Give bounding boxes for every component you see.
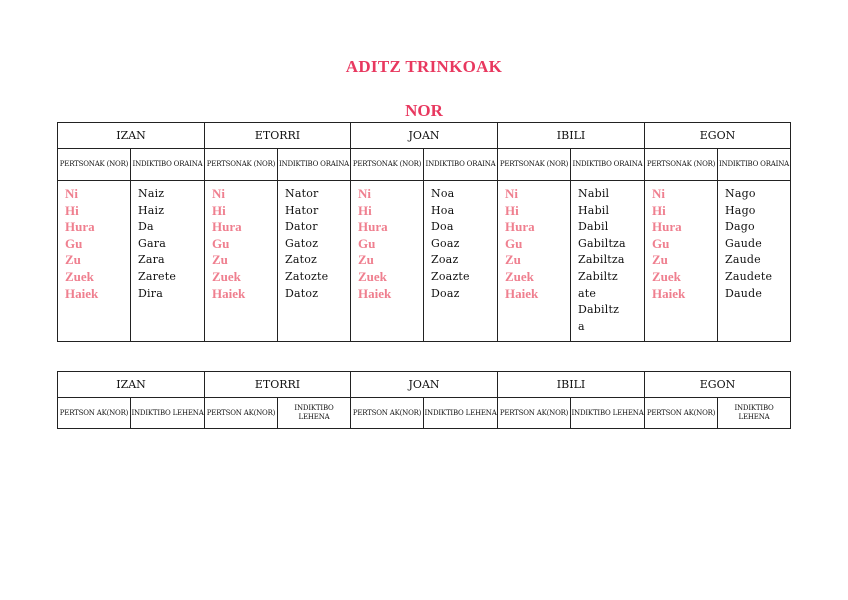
- pronoun-item: Hura: [652, 219, 682, 235]
- pronoun-item: Ni: [358, 186, 372, 201]
- verb-header: IBILI: [498, 372, 645, 398]
- pronoun-cell: [205, 181, 278, 342]
- pronoun-item: Gu: [212, 235, 230, 251]
- verb-header-row: [58, 372, 791, 398]
- verb-form-item: Dabil: [578, 220, 609, 234]
- person-column-header: PERTSONAK (NOR): [645, 149, 718, 181]
- verb-form-item: Zaudete: [725, 269, 773, 283]
- verb-form-item: Da: [138, 220, 154, 234]
- pronoun-item: Ni: [65, 186, 78, 201]
- verb-form-item: Daude: [725, 286, 763, 300]
- person-column-header: PERTSON AK(NOR): [205, 398, 278, 429]
- person-column-header: PERTSON AK(NOR): [351, 398, 424, 429]
- person-column-header: PERTSONAK (NOR): [498, 149, 571, 181]
- verb-form-item: Nabil: [578, 187, 610, 200]
- verb-form-item: Doa: [431, 220, 454, 234]
- pronoun-item: Hura: [358, 219, 388, 235]
- person-column-header: PERTSONAK (NOR): [205, 149, 278, 181]
- pronoun-item: Gu: [65, 235, 83, 251]
- pronoun-item: Hura: [65, 219, 95, 235]
- verb-form-item: Naiz: [138, 187, 165, 200]
- pronoun-cell: [645, 181, 718, 342]
- pronoun-item: Hi: [505, 202, 519, 218]
- pronoun-item: Haiek: [212, 285, 246, 301]
- verb-form-item: Zoazte: [431, 269, 470, 283]
- tense-column-header: INDIKTIBO LEHENA: [278, 398, 351, 429]
- page-title: ADITZ TRINKOAK: [345, 57, 503, 76]
- verb-form-item: Hator: [285, 203, 319, 217]
- verb-header: EGON: [645, 123, 791, 149]
- tense-column-header: INDIKTIBO ORAINA: [424, 149, 498, 181]
- verb-header: EGON: [645, 372, 791, 398]
- verb-header: ETORRI: [205, 372, 351, 398]
- tense-column-header: INDIKTIBO LEHENA: [571, 398, 645, 429]
- person-column-header: PERTSON AK(NOR): [645, 398, 718, 429]
- person-column-header: PERTSONAK (NOR): [351, 149, 424, 181]
- pronoun-cell: [498, 181, 571, 342]
- pronoun-item: Hura: [505, 219, 535, 235]
- pronoun-item: Gu: [505, 235, 523, 251]
- pronoun-cell: [351, 181, 424, 342]
- verb-form-item: Dator: [285, 220, 318, 234]
- verb-form-item: Gabiltza: [578, 236, 626, 250]
- verb-header: IZAN: [58, 123, 205, 149]
- pronoun-item: Ni: [212, 186, 225, 201]
- past-tense-table: [57, 371, 791, 429]
- verb-form-item: Noa: [431, 187, 455, 200]
- verb-form-item: Hoa: [431, 203, 455, 217]
- verb-form-item: Goaz: [431, 236, 460, 250]
- verb-form-item: ate: [578, 286, 597, 300]
- form-cell: [571, 181, 645, 342]
- pronoun-item: Zuek: [65, 268, 94, 284]
- pronoun-item: Hi: [212, 202, 226, 218]
- person-column-header: PERTSON AK(NOR): [58, 398, 131, 429]
- form-cell: [131, 181, 205, 342]
- pronoun-item: Zu: [505, 252, 521, 268]
- pronoun-item: Zu: [652, 252, 668, 268]
- verb-form-item: Doaz: [431, 286, 460, 300]
- pronoun-item: Zu: [358, 252, 374, 268]
- tense-column-header: INDIKTIBO ORAINA: [278, 149, 351, 181]
- column-header-row: [58, 149, 791, 181]
- verb-form-item: Zara: [138, 253, 165, 267]
- pronoun-item: Haiek: [505, 285, 539, 301]
- pronoun-cell: [58, 181, 131, 342]
- pronoun-item: Gu: [358, 235, 376, 251]
- pronoun-item: Hi: [652, 202, 666, 218]
- pronoun-item: Haiek: [358, 285, 392, 301]
- pronoun-item: Hi: [65, 202, 79, 218]
- form-cell: [278, 181, 351, 342]
- tense-column-header: INDIKTIBO LEHENA: [424, 398, 498, 429]
- verb-header: JOAN: [351, 372, 498, 398]
- verb-form-item: Zaude: [725, 253, 761, 267]
- section-title: NOR: [405, 101, 443, 120]
- pronoun-item: Zuek: [652, 268, 681, 284]
- pronoun-item: Zuek: [212, 268, 241, 284]
- pronoun-item: Haiek: [65, 285, 99, 301]
- conjugation-row: [58, 181, 791, 342]
- present-tense-table: [57, 122, 791, 342]
- verb-header: JOAN: [351, 123, 498, 149]
- verb-form-item: Gara: [138, 236, 166, 250]
- pronoun-item: Hi: [358, 202, 372, 218]
- verb-form-item: Zabiltza: [578, 253, 625, 267]
- tense-column-header: INDIKTIBO ORAINA: [131, 149, 205, 181]
- verb-form-item: Datoz: [285, 286, 319, 300]
- verb-form-item: Habil: [578, 203, 610, 217]
- verb-form-item: Zabiltz: [578, 269, 618, 283]
- verb-header: ETORRI: [205, 123, 351, 149]
- verb-form-item: Gatoz: [285, 236, 319, 250]
- pronoun-item: Zu: [212, 252, 228, 268]
- pronoun-item: Haiek: [652, 285, 686, 301]
- pronoun-item: Ni: [652, 186, 666, 201]
- person-column-header: PERTSON AK(NOR): [498, 398, 571, 429]
- verb-form-item: Gaude: [725, 236, 762, 250]
- tense-column-header: INDIKTIBO LEHENA: [718, 398, 791, 429]
- pronoun-item: Ni: [505, 186, 519, 201]
- verb-form-item: Nago: [725, 187, 756, 200]
- verb-header-row: [58, 123, 791, 149]
- verb-form-item: Zatoz: [285, 253, 318, 267]
- tense-column-header: INDIKTIBO LEHENA: [131, 398, 205, 429]
- verb-form-item: Zoaz: [431, 253, 459, 267]
- pronoun-item: Zu: [65, 252, 81, 268]
- tense-column-header: INDIKTIBO ORAINA: [571, 149, 645, 181]
- form-cell: [718, 181, 791, 342]
- verb-form-item: Nator: [285, 187, 319, 200]
- verb-form-item: Dira: [138, 286, 163, 300]
- pronoun-item: Zuek: [358, 268, 387, 284]
- verb-form-item: Zatozte: [285, 269, 329, 283]
- column-header-row: [58, 398, 791, 429]
- verb-form-item: a: [578, 319, 585, 333]
- verb-header: IBILI: [498, 123, 645, 149]
- tense-column-header: INDIKTIBO ORAINA: [718, 149, 791, 181]
- form-cell: [424, 181, 498, 342]
- pronoun-item: Hura: [212, 219, 242, 235]
- pronoun-item: Zuek: [505, 268, 534, 284]
- person-column-header: PERTSONAK (NOR): [58, 149, 131, 181]
- verb-header: IZAN: [58, 372, 205, 398]
- verb-form-item: Dago: [725, 220, 755, 234]
- verb-form-item: Haiz: [138, 203, 165, 217]
- verb-form-item: Dabiltz: [578, 303, 620, 317]
- verb-form-item: Zarete: [138, 269, 177, 283]
- pronoun-item: Gu: [652, 235, 670, 251]
- verb-form-item: Hago: [725, 203, 756, 217]
